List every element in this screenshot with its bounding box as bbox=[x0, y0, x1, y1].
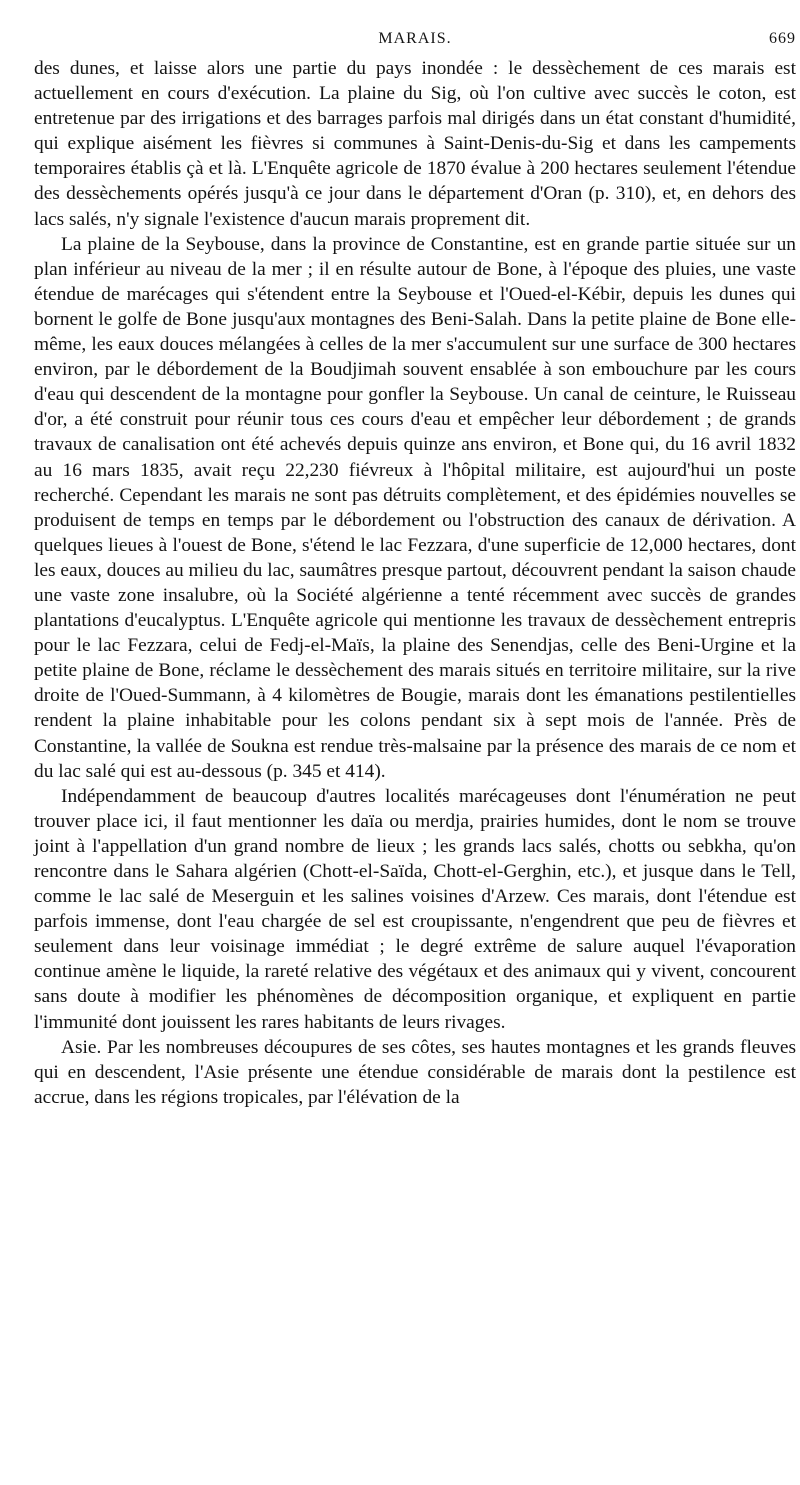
body-text bbox=[34, 56, 796, 1110]
book-page bbox=[34, 30, 796, 1110]
running-title: MARAIS. bbox=[378, 30, 452, 47]
paragraph-oran-continuation: des dunes, et laisse alors une partie du pays inondée : le dessèchement de ces marais est actuellement en cours d'exécution. La plaine du Sig, où l'on cultive avec succès le coton, est entretenue par des irrigations et des barrages parfois mal dirigés dans un état constant d'humidité, qui explique aisément les fièvres si communes à Saint-Denis-du-Sig et dans les campements temporaires établis çà et là. L'Enquête agricole de 1870 évalue à 200 hectares seulement l'étendue des dessèchements opérés jusqu'à ce jour dans le département d'Oran (p. 310), et, en dehors des lacs salés, n'y signale l'existence d'aucun marais proprement dit. bbox=[34, 58, 796, 230]
paragraph-asie: Asie. Par les nombreuses découpures de ses côtes, ses hautes montagnes et les grands fleuves qui en descendent, l'Asie présente une étendue considérable de marais dont la pestilence est accrue, dans les régions tropicales, par l'élévation de la bbox=[34, 1036, 796, 1108]
paragraph-localites-marecageuses: Indépendamment de beaucoup d'autres localités marécageuses dont l'énumération ne peut trouver place ici, il faut mentionner les daïa ou merdja, prairies humides, dont le nom se trouve joint à l'appellation d'un grand nombre de lieux ; les grands lacs salés, chotts ou sebkha, qu'on rencontre dans le Sahara algérien (Chott-el-Saïda, Chott-el-Gerghin, etc.), et jusque dans le Tell, comme le lac salé de Meserguin et les salines voisines d'Arzew. Ces marais, dont l'étendue est parfois immense, dont l'eau chargée de sel est croupissante, n'engendrent que peu de fièvres et seulement dans leur voisinage immédiat ; le degré extrême de salure auquel l'évaporation continue amène le liquide, la rareté relative des végétaux et des animaux qui y vivent, concourent sans doute à modifier les phénomènes de décomposition organique, et expliquent en partie l'immunité dont jouissent les rares habitants de leurs rivages. bbox=[34, 785, 796, 1033]
paragraph-seybouse: La plaine de la Seybouse, dans la province de Constantine, est en grande partie située sur un plan inférieur au niveau de la mer ; il en résulte autour de Bone, à l'époque des pluies, une vaste étendue de marécages qui s'étendent entre la Seybouse et l'Oued-el-Kébir, depuis les dunes qui bornent le golfe de Bone jusqu'aux montagnes des Beni-Salah. Dans la petite plaine de Bone elle-même, les eaux douces mélangées à celles de la mer s'accumulent sur une surface de 300 hectares environ, par le débordement de la Boudjimah souvent ensablée à son embouchure par les cours d'eau qui descendent de la montagne pour gonfler la Seybouse. Un canal de ceinture, le Ruisseau d'or, a été construit pour réunir tous ces cours d'eau et empêcher leur débordement ; de grands travaux de canalisation ont été achevés depuis quinze ans environ, et Bone qui, du 16 avril 1832 au 16 mars 1835, avait reçu 22,230 fiévreux à l'hôpital militaire, est aujourd'hui un poste recherché. Cependant les marais ne sont pas détruits complètement, et des épidémies nouvelles se produisent de temps en temps par le débordement ou l'obstruction des canaux de dérivation. A quelques lieues à l'ouest de Bone, s'étend le lac Fezzara, d'une superficie de 12,000 hectares, dont les eaux, douces au milieu du lac, saumâtres presque partout, découvrent pendant la saison chaude une vaste zone insalubre, où la Société algérienne a tenté récemment avec succès de grandes plantations d'eucalyptus. L'Enquête agricole qui mentionne les travaux de dessèchement entrepris pour le lac Fezzara, celui de Fedj-el-Maïs, la plaine des Senendjas, celle des Beni-Urgine et la petite plaine de Bone, réclame le dessèchement des marais situés en territoire militaire, sur la rive droite de l'Oued-Summann, à 4 kilomètres de Bougie, marais dont les émanations pestilentielles rendent la plaine inhabitable pour les colons pendant six à sept mois de l'année. Près de Constantine, la vallée de Soukna est rendue très-malsaine par la présence des marais de ce nom et du lac salé qui est au-dessous (p. 345 et 414). bbox=[34, 233, 796, 782]
page-number: 669 bbox=[769, 30, 796, 47]
running-head bbox=[34, 30, 796, 56]
